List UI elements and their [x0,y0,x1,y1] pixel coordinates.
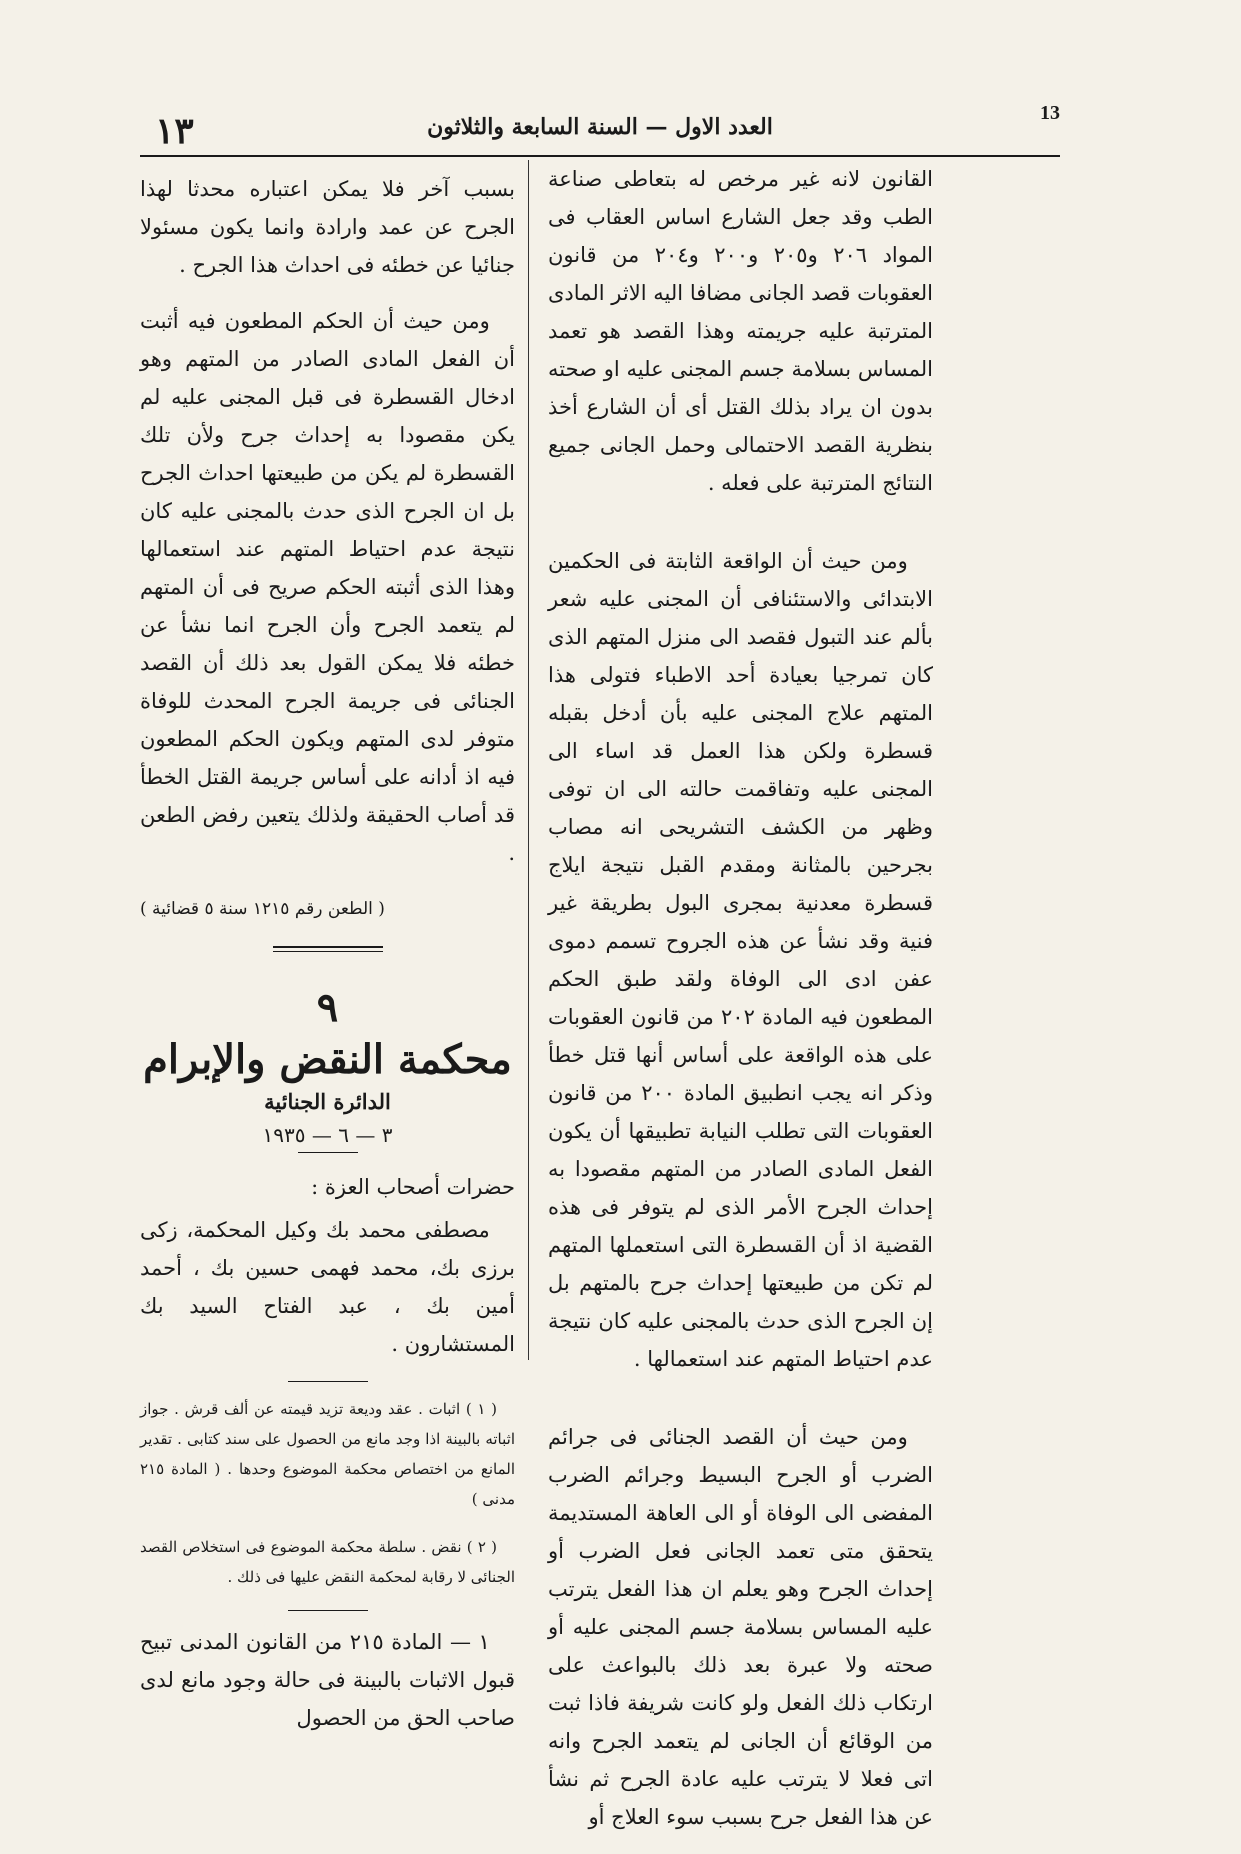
case-number: ٩ [316,984,339,1031]
column-divider [528,160,529,1360]
page-number-latin: 13 [1040,102,1060,124]
case-reference: ( الطعن رقم ١٢١٥ سنة ٥ قضائية ) [140,899,385,919]
page-header [140,100,1060,150]
header-rule [140,155,1060,157]
paragraph: القانون لانه غير مرخص له بتعاطى صناعة الطب وقد جعل الشارع اساس العقاب فى المواد ٢٠٦ و٢٠٥ و٢٠٠ و٢٠٤ من قانون العقوبات قصد الجانى مضافا اليه الاثر المادى المترتبة عليه جريمته وهذا القصد هو تعمد المساس بسلامة جسم المجنى عليه او صحته بدون ان يراد بذلك القتل أى أن الشارع أخذ بنظرية القصد الاحتمالى وحمل الجانى جميع النتائج المترتبة على فعله . [548,167,933,495]
footnote-end-rule [288,1610,368,1611]
paragraph: ١ — المادة ٢١٥ من القانون المدنى تبيح قبول الاثبات بالبينة فى حالة وجود مانع لدى صاحب الحق من الحصول [140,1630,515,1730]
session-date: ٣ — ٦ — ١٩٣٥ [262,1123,393,1147]
section-divider [273,946,383,952]
left-column [140,170,515,1755]
right-column [548,160,933,1854]
attendees-label: حضرات أصحاب العزة : [311,1175,515,1199]
attendees-list: مصطفى محمد بك وكيل المحكمة، زكى برزى بك، محمد فهمى حسين بك ، أحمد أمين بك ، عبد الفتاح السيد بك المستشارون . [140,1218,515,1356]
footnote: ( ١ ) اثبات . عقد وديعة تزيد قيمته عن ألف قرش . جواز اثباته بالبينة اذا وجد مانع من الحصول على سند كتابى . تقدير المانع من اختصاص محكمة الموضوع وحدها . ( المادة ٢١٥ مدنى ) [140,1400,515,1508]
paragraph: ومن حيث أن الحكم المطعون فيه أثبت أن الفعل المادى الصادر من المتهم وهو ادخال القسطرة فى قبل المجنى عليه لم يكن مقصودا به إحداث جرح ولأن تلك القسطرة لم يكن من طبيعتها احداث الجرح بل ان الجرح الذى حدث بالمجنى عليه كان نتيجة عدم احتياط المتهم عند استعمالها وهذا الذى أثبته الحكم صريح فى أن المتهم لم يتعمد الجرح وأن الجرح انما نشأ عن خطئه فلا يمكن القول بعد ذلك أن القصد الجنائى فى جريمة الجرح المحدث للوفاة متوفر لدى المتهم ويكون الحكم المطعون فيه اذ أدانه على أساس جريمة القتل الخطأ قد أصاب الحقيقة ولذلك يتعين رفض الطعن . [140,309,515,865]
paragraph: ومن حيث أن القصد الجنائى فى جرائم الضرب أو الجرح البسيط وجرائم الضرب المفضى الى الوفاة أو الى العاهة المستديمة يتحقق متى تعمد الجانى فعل الضرب أو إحداث الجرح وهو يعلم ان هذا الفعل يترتب عليه المساس بسلامة جسم المجنى عليه أو صحته ولا عبرة بعد ذلك بالبواعث على ارتكاب ذلك الفعل ولو كانت شريفة فاذا ثبت من الوقائع أن الجانى لم يتعمد الجرح وانه اتى فعلا لا يترتب عليه عادة الجرح ثم نشأ عن هذا الفعل جرح بسبب سوء العلاج أو [548,1425,933,1829]
paragraph: بسبب آخر فلا يمكن اعتباره محدثا لهذا الجرح عن عمد وارادة وانما يكون مسئولا جنائيا عن خطئه فى احداث هذا الجرح . [140,177,515,277]
divider [298,1152,358,1153]
footnote: ( ٢ ) نقض . سلطة محكمة الموضوع فى استخلاص القصد الجنائى لا رقابة لمحكمة النقض عليها فى ذلك . [140,1538,515,1586]
footnote-rule [288,1381,368,1382]
court-name: محكمة النقض والإبرام [143,1036,512,1083]
circuit-name: الدائرة الجنائية [264,1089,391,1114]
paragraph: ومن حيث أن الواقعة الثابتة فى الحكمين الابتدائى والاستئنافى أن المجنى عليه شعر بألم عند التبول فقصد الى منزل المتهم الذى كان تمرجيا بعيادة أحد الاطباء فتولى هذا المتهم علاج المجنى عليه بأن أدخل بقبله قسطرة ولكن هذا العمل قد اساء الى المجنى عليه وتفاقمت حالته الى ان توفى وظهر من الكشف التشريحى انه مصاب بجرحين بالمثانة ومقدم القبل نتيجة ايلاج قسطرة معدنية بمجرى البول بطريقة غير فنية وقد نشأ عن هذه الجروح تسمم دموى عفن ادى الى الوفاة ولقد طبق الحكم المطعون فيه المادة ٢٠٢ من قانون العقوبات على هذه الواقعة على أساس أنها قتل خطأ وذكر انه يجب انطبيق المادة ٢٠٠ من قانون العقوبات التى تطلب النيابة تطبيقها أن يكون الفعل المادى الصادر من المتهم مقصودا به إحداث الجرح الأمر الذى لم يتوفر فى هذه القضية اذ أن القسطرة التى استعملها المتهم لم تكن من طبيعتها إحداث جرح بالمتهم بل إن الجرح الذى حدث بالمجنى عليه كان نتيجة عدم احتياط المتهم عند استعمالها . [548,549,933,1371]
header-title: العدد الاول — السنة السابعة والثلاثون [427,114,773,140]
page-number-arabic: ١٣ [155,110,194,152]
